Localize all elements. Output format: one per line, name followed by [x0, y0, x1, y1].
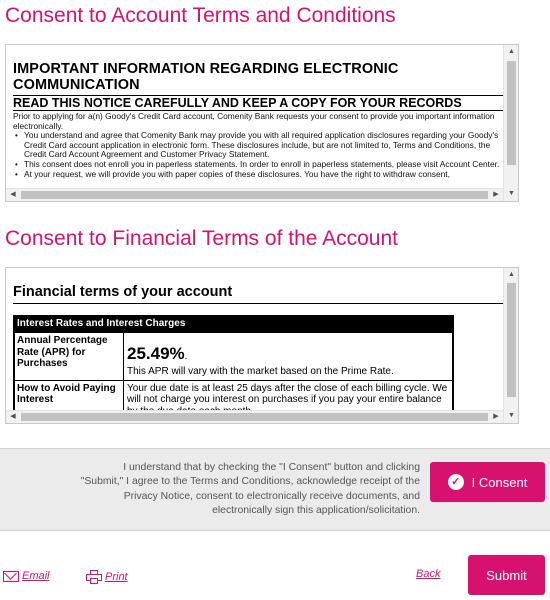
print-link[interactable]	[86, 570, 128, 584]
financial-heading: Financial terms of your account	[13, 284, 233, 300]
envelope-icon	[3, 571, 19, 582]
scroll-right-arrow-icon[interactable]: ▶	[493, 191, 499, 198]
consent-statement: I understand that by checking the "I Consent" button and clicking "Submit," I agree to the Terms and Conditions, acknowledge receipt of the Privacy Notice, consent to electronically receive documents, and electronically sign this application/solicitation.	[80, 462, 420, 516]
check-circle-icon: ✓	[448, 474, 464, 490]
row-value: Your due date is at least 25 days after the close of each billing cycle. We will not charge you interest on purchases if you pay your entire balance	[127, 382, 448, 405]
scrollbar-thumb[interactable]	[507, 61, 516, 165]
financial-vertical-scrollbar[interactable]	[503, 268, 518, 423]
scrollbar-thumb[interactable]	[507, 283, 516, 397]
email-link[interactable]	[3, 570, 50, 582]
scroll-right-arrow-icon[interactable]: ▶	[493, 413, 499, 420]
row-value	[124, 333, 452, 380]
terms-section-title: Consent to Account Terms and Conditions	[5, 4, 396, 27]
printer-icon	[86, 570, 102, 584]
submit-button[interactable]: Submit	[468, 555, 545, 595]
terms-document-panel[interactable]	[5, 44, 519, 202]
scroll-down-arrow-icon[interactable]: ▼	[508, 190, 515, 197]
scroll-up-arrow-icon[interactable]: ▲	[508, 271, 515, 278]
back-link[interactable]: Back	[416, 568, 441, 580]
table-row	[15, 332, 452, 380]
row-label: Annual Percentage Rate (APR) for Purchases	[15, 333, 124, 380]
terms-vertical-scrollbar[interactable]	[503, 45, 518, 201]
terms-horizontal-scrollbar[interactable]	[6, 188, 503, 201]
interest-rates-table	[13, 315, 454, 421]
table-header: Interest Rates and Interest Charges	[15, 317, 452, 332]
terms-heading: IMPORTANT INFORMATION REGARDING ELECTRONIC COMMUNICATION	[13, 61, 399, 93]
row-label: How to Avoid Paying Interest	[15, 381, 124, 420]
scrollbar-thumb[interactable]	[21, 191, 488, 199]
scroll-left-arrow-icon[interactable]: ◀	[10, 413, 16, 420]
financial-section-title: Consent to Financial Terms of the Account	[5, 227, 398, 250]
i-consent-button[interactable]	[430, 462, 545, 502]
terms-subheading: READ THIS NOTICE CAREFULLY AND KEEP A COPY FOR YOUR RECORDS	[13, 96, 462, 110]
apr-value: 25.49%.	[127, 344, 188, 363]
scroll-down-arrow-icon[interactable]: ▼	[508, 412, 515, 419]
financial-heading-divider	[13, 303, 505, 304]
apr-description: This APR will vary with the market based on the Prime Rate.	[127, 366, 394, 377]
terms-body	[13, 112, 505, 179]
email-label: Email	[22, 570, 50, 582]
financial-horizontal-scrollbar[interactable]	[6, 410, 503, 423]
financial-document-panel[interactable]	[5, 267, 519, 424]
terms-bullet: • You understand and agree that Comenity Bank may provide you with all required application disclosures regarding your Goody's Credit Card account application in electronic form. These disclosures include, but are not limited to, Terms and Conditions, the Credit Card Account Agreement and Customer Privacy Statement.	[13, 131, 505, 160]
terms-document-content	[13, 45, 500, 188]
i-consent-label: I Consent	[471, 474, 528, 490]
terms-bullet-list	[13, 131, 505, 179]
scrollbar-thumb[interactable]	[21, 413, 488, 421]
terms-bullet: • This consent does not enroll you in paperless statements. In order to enroll in paperless statements, please visit Account Center.	[13, 160, 505, 170]
scroll-up-arrow-icon[interactable]: ▲	[508, 48, 515, 55]
print-label: Print	[105, 571, 128, 583]
terms-intro: Prior to applying for a(n) Goody's Credit Card account, Comenity Bank requests your consent to provide you important information electronically.	[13, 111, 495, 131]
financial-document-content	[13, 268, 500, 410]
consent-bar	[0, 448, 550, 531]
scroll-left-arrow-icon[interactable]: ◀	[10, 191, 16, 198]
terms-bullet: • At your request, we will provide you with paper copies of these disclosures. You have the right to withdraw consent,	[13, 170, 505, 180]
